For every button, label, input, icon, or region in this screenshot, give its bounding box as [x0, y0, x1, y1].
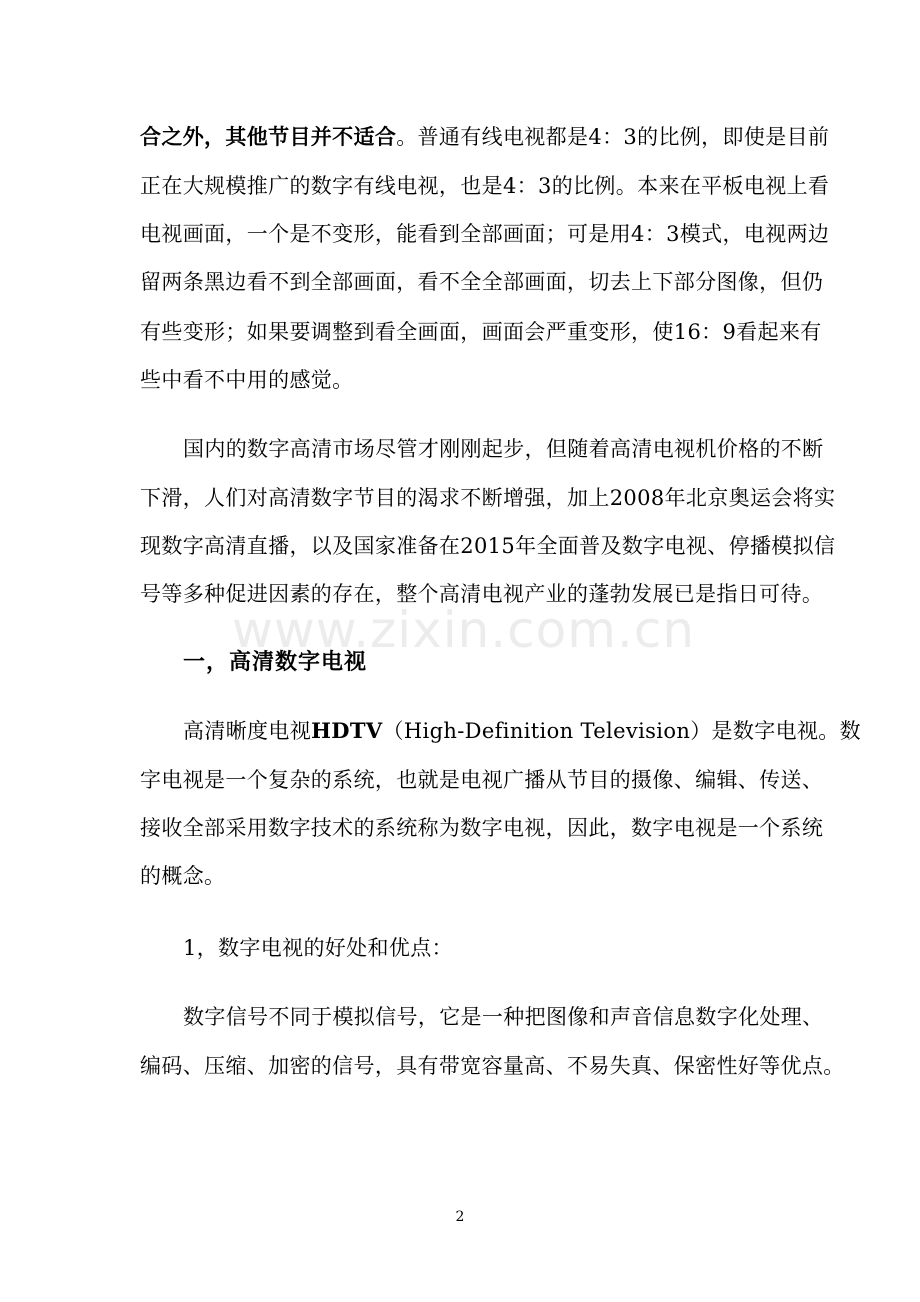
paragraph-3-line-3: 接收全部采用数字技术的系统称为数字电视，因此，数字电视是一个系统	[140, 816, 824, 840]
paragraph-2-line-2: 下滑，人们对高清数字节目的渴求不断增强，加上2008年北京奥运会将实	[140, 486, 836, 510]
paragraph-1-line-3: 电视画面，一个是不变形，能看到全部画面；可是用4：3模式，电视两边	[140, 222, 830, 246]
paragraph-1-line-5: 有些变形；如果要调整到看全画面，画面会严重变形，使16：9看起来有	[140, 320, 822, 344]
bold-text: HDTV	[311, 718, 383, 743]
paragraph-1-line-6: 些中看不中用的感觉。	[140, 368, 354, 392]
subsection-heading: 1，数字电视的好处和优点：	[183, 936, 453, 960]
paragraph-3-line-2: 字电视是一个复杂的系统，也就是电视广播从节目的摄像、编辑、传送、	[140, 768, 824, 792]
paragraph-1-line-2: 正在大规模推广的数字有线电视，也是4：3的比例。本来在平板电视上看	[140, 174, 830, 198]
watermark: www.zixin.com.cn	[232, 601, 696, 659]
page-number: 2	[455, 1209, 465, 1225]
paragraph-2-line-1: 国内的数字高清市场尽管才刚刚起步，但随着高清电视机价格的不断	[183, 437, 824, 461]
paragraph-3-line-4: 的概念。	[140, 864, 226, 888]
paragraph-4-line-1: 数字信号不同于模拟信号，它是一种把图像和声音信息数字化处理、	[183, 1005, 824, 1029]
paragraph-2-line-4: 号等多种促进因素的存在，整个高清电视产业的蓬勃发展已是指日可待。	[140, 582, 824, 606]
text: 高清晰度电视	[183, 719, 312, 743]
paragraph-4-line-2: 编码、压缩、加密的信号，具有带宽容量高、不易失真、保密性好等优点。	[140, 1054, 845, 1078]
text: 。普通有线电视都是4：3的比例，即使是目前	[396, 125, 830, 149]
paragraph-2-line-3: 现数字高清直播，以及国家准备在2015年全面普及数字电视、停播模拟信	[140, 534, 836, 558]
paragraph-3-line-1	[183, 717, 873, 745]
paragraph-1-line-4: 留两条黑边看不到全部画面，看不全全部画面，切去上下部分图像，但仍	[140, 270, 824, 294]
paragraph-1-line-1	[140, 123, 830, 151]
section-heading: 一，高清数字电视	[183, 649, 368, 675]
text: （High-Definition Television）是数字电视。数	[382, 719, 862, 743]
bold-text: 合之外，其他节目并不适合	[140, 124, 397, 149]
